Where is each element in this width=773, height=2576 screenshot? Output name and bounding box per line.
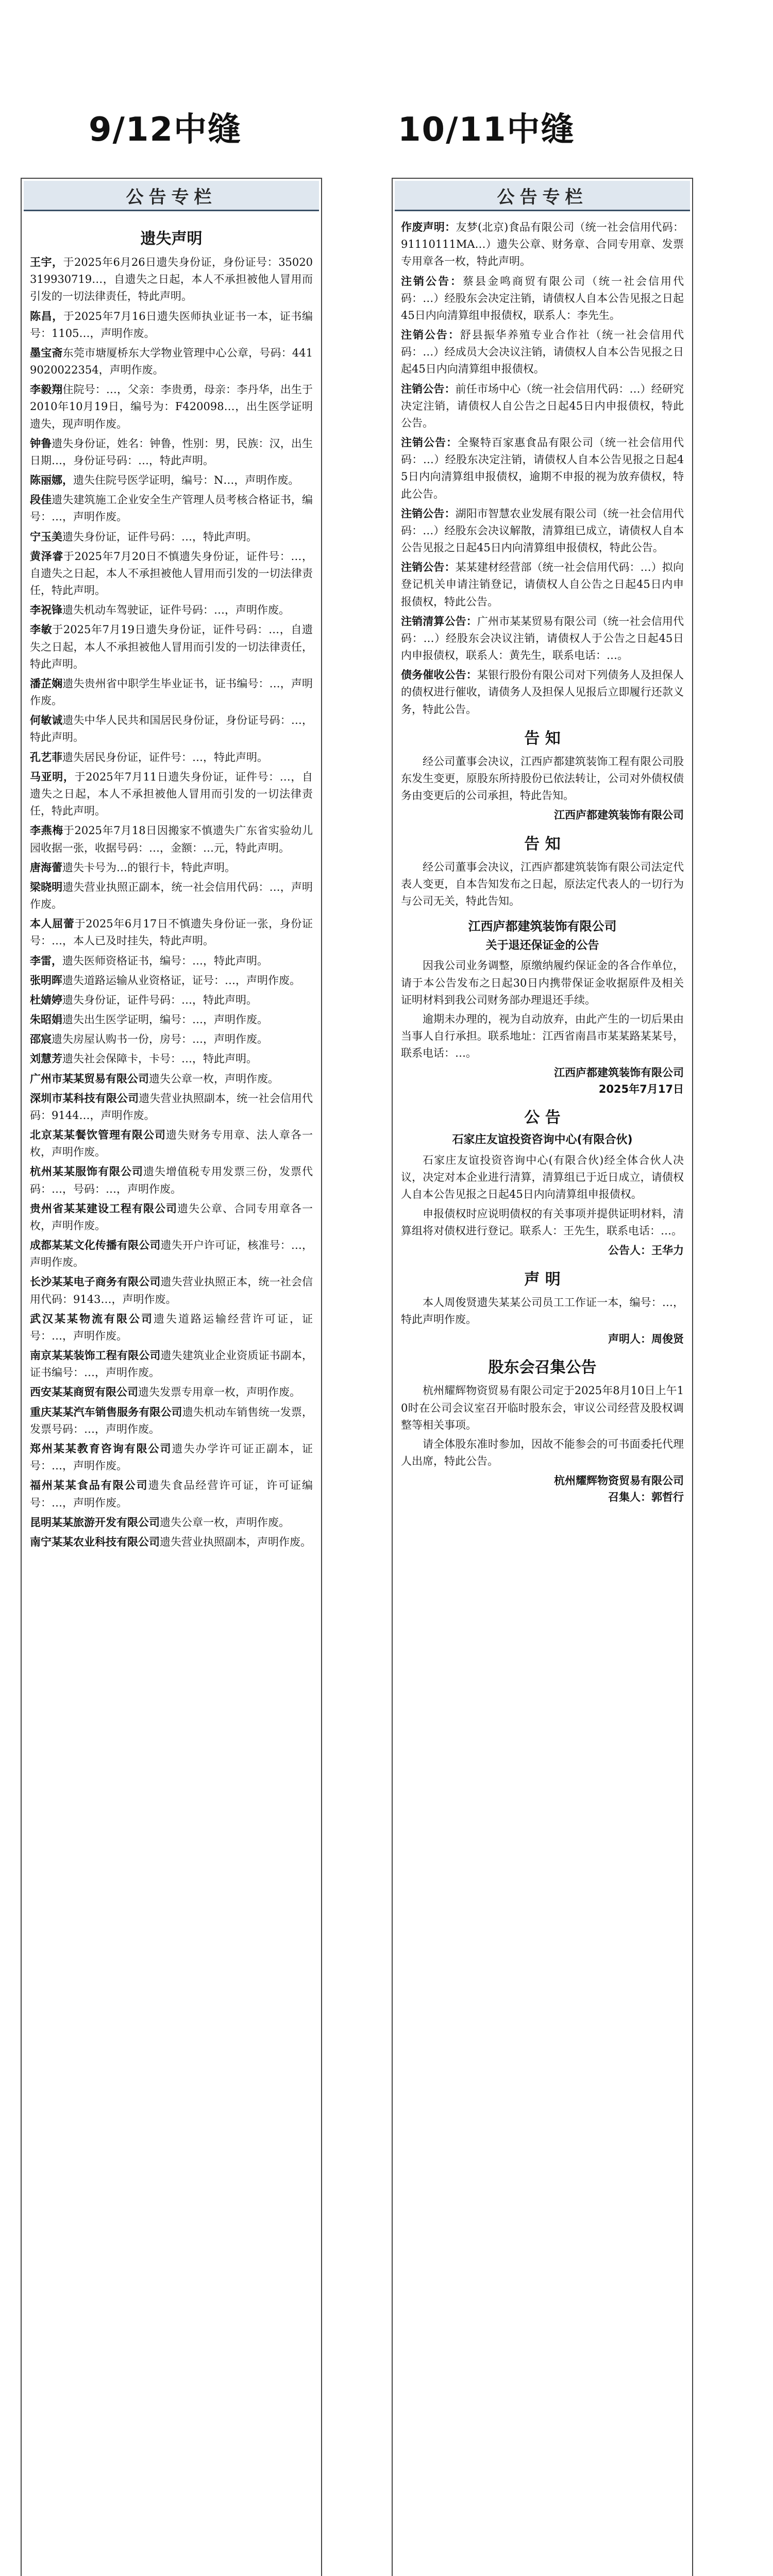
notice-lead: 李燕梅 bbox=[30, 824, 63, 837]
notice-title-1: 告 知 bbox=[524, 729, 561, 748]
notice-lead: 注销清算公告： bbox=[401, 614, 477, 628]
left-column bbox=[21, 178, 322, 2576]
notice-item bbox=[30, 601, 313, 619]
notice-text: 广州市某某贸易有限公司（统一社会信用代码：…）经股东会决议注销，请债权人于公告之日起45日内申报债权，联系人：黄先生，联系电话：…。 bbox=[401, 615, 684, 662]
notice-lead: 注销公告： bbox=[401, 561, 456, 574]
notice-item bbox=[30, 1090, 313, 1124]
notice-item bbox=[30, 621, 313, 673]
notice-lead: 何敏诚 bbox=[30, 714, 63, 727]
notice-item bbox=[30, 859, 313, 876]
notice-text: 遗失中华人民共和国居民身份证，身份证号码：…，特此声明。 bbox=[30, 714, 313, 744]
notice-lead: 注销公告： bbox=[401, 506, 456, 520]
notice-lead: 李敏 bbox=[30, 623, 53, 636]
notice-item bbox=[30, 548, 313, 600]
notice-item bbox=[401, 326, 684, 378]
notice-text: 遗失营业执照副本，统一社会信用代码：9144…，声明作废。 bbox=[30, 1092, 313, 1122]
notice-text: 蔡县金鸣商贸有限公司（统一社会信用代码：…）经股东会决定注销，请债权人自本公告见报之日起45日内向清算组申报债权，联系人：李先生。 bbox=[401, 275, 684, 321]
notice-lead: 黄泽睿 bbox=[30, 549, 63, 563]
notice-item bbox=[30, 491, 313, 526]
notice-text: 遗失机动车驾驶证，证件号码：…，声明作废。 bbox=[62, 604, 290, 617]
notice-text: 遗失增值税专用发票三份，发票代码：…，号码：…，声明作废。 bbox=[30, 1165, 313, 1195]
notice-item bbox=[30, 822, 313, 856]
notice-item bbox=[30, 915, 313, 950]
notice-lead: 南京某某装饰工程有限公司 bbox=[30, 1349, 161, 1362]
notice-lead: 成都某某文化传播有限公司 bbox=[30, 1239, 161, 1252]
liquidation-body bbox=[401, 1152, 684, 1240]
notice-text: 于2025年7月16日遗失医师执业证书一本，证书编号：1105…，声明作废。 bbox=[30, 310, 313, 340]
notice-lead: 注销公告： bbox=[401, 436, 458, 449]
notice-lead: 西安某某商贸有限公司 bbox=[30, 1385, 138, 1399]
notice-item bbox=[30, 1163, 313, 1197]
notice-lead: 武汉某某物流有限公司 bbox=[30, 1312, 154, 1325]
left-notice-list bbox=[30, 253, 313, 1551]
notice-text: 遗失营业执照正副本，统一社会信用代码：…，声明作废。 bbox=[30, 880, 313, 911]
notice-lead: 福州某某食品有限公司 bbox=[30, 1479, 148, 1492]
notice-item bbox=[401, 273, 684, 325]
notice-text: 于2025年6月17日不慎遗失身份证一张，身份证号：…，本人已及时挂失，特此声明。 bbox=[30, 918, 313, 947]
notice-lead: 陈丽娜， bbox=[30, 473, 73, 487]
notice-item bbox=[30, 1477, 313, 1511]
notice-text: 遗失卡号为…的银行卡，特此声明。 bbox=[62, 861, 236, 874]
notice-text: 舒县振华养殖专业合作社（统一社会信用代码：…）经成员大会决议注销，请债权人自本公告见报之日起45日内向清算组申报债权。 bbox=[401, 329, 684, 376]
notice-lead: 陈昌， bbox=[30, 309, 63, 323]
notice-lead: 郑州某某教育咨询有限公司 bbox=[30, 1442, 172, 1455]
notice-text: 某某建材经营部（统一社会信用代码：…）拟向登记机关申请注销登记，请债权人自公告之日起45日内申报债权，特此公告。 bbox=[401, 561, 684, 608]
notice-lead: 李毅翔 bbox=[30, 383, 63, 396]
shareholder-paragraph: 杭州耀辉物资贸易有限公司定于2025年8月10日上午10时在公司会议室召开临时股东会，审议公司经营及股权调整等相关事项。 bbox=[401, 1384, 684, 1431]
notice-item bbox=[30, 471, 313, 489]
notice-text: 遗失食品经营许可证，许可证编号：…，声明作废。 bbox=[30, 1479, 313, 1509]
notice-lead: 钟鲁 bbox=[30, 436, 52, 450]
notice-lead: 宁玉美 bbox=[30, 530, 62, 543]
notice-item bbox=[30, 1383, 313, 1401]
notice-text: 某银行股份有限公司对下列债务人及担保人的债权进行催收，请债务人及担保人见报后立即履行还款义务，特此公告。 bbox=[401, 669, 684, 716]
notice-item bbox=[401, 558, 684, 611]
notice-lead: 马亚明， bbox=[30, 770, 75, 783]
notice-item bbox=[30, 1236, 313, 1271]
notice-lead: 张明晖 bbox=[30, 973, 62, 987]
notice-lead: 朱昭娟 bbox=[30, 1013, 62, 1026]
notice-text: 前任市场中心（统一社会信用代码：…）经研究决定注销，请债权人自公告之日起45日内申报债权，特此公告。 bbox=[401, 382, 684, 429]
notice-item bbox=[30, 1126, 313, 1161]
notice-lead: 重庆某某汽车销售服务有限公司 bbox=[30, 1405, 182, 1418]
notice-item bbox=[30, 991, 313, 1009]
notice-item bbox=[401, 666, 684, 718]
notice-item bbox=[30, 675, 313, 709]
right-column-header: 公告专栏 bbox=[395, 181, 690, 211]
notice-item bbox=[30, 344, 313, 379]
liquidation-title: 公 告 bbox=[524, 1109, 561, 1127]
page-title-left: 9/12中缝 bbox=[89, 111, 242, 149]
notice-item bbox=[30, 1050, 313, 1067]
notice-item bbox=[30, 1347, 313, 1381]
notice-lead: 刘慧芳 bbox=[30, 1052, 62, 1065]
notice-item bbox=[401, 434, 684, 503]
notice-text: 遗失财务专用章、法人章各一枚，声明作废。 bbox=[30, 1129, 313, 1159]
notice-text: 于2025年7月11日遗失身份证，证件号：…，自遗失之日起，本人不承担被他人冒用而引发的一切法律责任，特此声明。 bbox=[30, 770, 313, 818]
notice-item bbox=[30, 1070, 313, 1088]
shareholder-paragraph: 请全体股东准时参加，因故不能参会的可书面委托代理人出席，特此公告。 bbox=[401, 1437, 684, 1468]
notice-lead: 邵宸 bbox=[30, 1032, 52, 1046]
notice-item bbox=[30, 952, 313, 970]
refund-sign: 江西庐都建筑装饰有限公司 2025年7月17日 bbox=[554, 1066, 684, 1095]
notice-text-2: 经公司董事会决议，江西庐都建筑装饰有限公司法定代表人变更，自本告知发布之日起，原法定代表人的一切行为与公司无关，特此告知。 bbox=[401, 860, 684, 908]
notice-item bbox=[30, 528, 313, 546]
notice-text: 遗失营业执照副本，声明作废。 bbox=[160, 1535, 311, 1548]
notice-item bbox=[30, 1310, 313, 1345]
notice-item bbox=[30, 749, 313, 766]
notice-text: 遗失公章一枚，声明作废。 bbox=[149, 1072, 279, 1085]
notice-item bbox=[30, 435, 313, 469]
notice-lead: 段佳 bbox=[30, 493, 52, 506]
notice-text: 遗失公章、合同专用章各一枚，声明作废。 bbox=[30, 1202, 313, 1232]
notice-lead: 李雷， bbox=[30, 954, 62, 967]
notice-lead: 孔艺菲 bbox=[30, 750, 62, 764]
notice-item bbox=[30, 1533, 313, 1551]
notice-lead: 债务催收公告： bbox=[401, 668, 477, 682]
notice-text: 遗失道路运输从业资格证，证号：…，声明作废。 bbox=[62, 974, 300, 987]
notice-item bbox=[30, 381, 313, 433]
notice-text: 遗失社会保障卡，卡号：…，特此声明。 bbox=[62, 1053, 257, 1065]
refund-body bbox=[401, 957, 684, 1062]
notice-lead: 长沙某某电子商务有限公司 bbox=[30, 1275, 161, 1289]
liquidation-sign: 公告人：王华力 bbox=[608, 1244, 684, 1257]
notice-text: 遗失发票专用章一枚，声明作废。 bbox=[138, 1386, 300, 1399]
right-column bbox=[392, 178, 693, 2576]
notice-item bbox=[401, 505, 684, 557]
right-notice-list bbox=[401, 218, 684, 718]
notice-item bbox=[30, 1440, 313, 1475]
notice-lead: 作废声明： bbox=[401, 221, 456, 233]
notice-lead: 墨宝斋 bbox=[30, 346, 63, 359]
notice-text: 遗失营业执照正本，统一社会信用代码：9143…，声明作废。 bbox=[30, 1276, 313, 1306]
liquidation-paragraph: 石家庄友谊投资咨询中心(有限合伙)经全体合伙人决议，决定对本企业进行清算，清算组已于近日成立，请债权人自本公告见报之日起45日内向清算组申报债权。 bbox=[401, 1154, 684, 1201]
refund-org: 江西庐都建筑装饰有限公司 bbox=[468, 919, 617, 934]
notice-text: 东莞市塘厦桥东大学物业管理中心公章，号码：4419020022354，声明作废。 bbox=[30, 346, 313, 377]
notice-text: 遗失公章一枚，声明作废。 bbox=[160, 1516, 290, 1529]
notice-lead: 本人屈蕾 bbox=[30, 917, 75, 930]
notice-text: 湖阳市智慧农业发展有限公司（统一社会信用代码：…）经股东会决议解散，清算组已成立，请债权人自本公告见报之日起45日内向清算组申报债权，特此公告。 bbox=[401, 507, 684, 554]
notice-text: 遗失房屋认购书一份，房号：…，声明作废。 bbox=[52, 1033, 268, 1046]
refund-paragraph: 逾期未办理的，视为自动放弃，由此产生的一切后果由当事人自行承担。联系地址：江西省南昌市某某路某某号，联系电话：…。 bbox=[401, 1012, 684, 1060]
notice-title-2: 告 知 bbox=[524, 835, 561, 853]
notice-item bbox=[30, 768, 313, 820]
notice-text: 遗失医师资格证书，编号：…，特此声明。 bbox=[62, 954, 268, 967]
notice-lead: 南宁某某农业科技有限公司 bbox=[30, 1535, 160, 1548]
notice-item bbox=[30, 1273, 313, 1308]
notice-text: 遗失办学许可证正副本，证号：…，声明作废。 bbox=[30, 1443, 313, 1472]
notice-item bbox=[30, 308, 313, 342]
notice-item bbox=[401, 218, 684, 270]
notice-text: 遗失机动车销售统一发票，发票号码：…，声明作废。 bbox=[30, 1405, 313, 1435]
notice-text: 遗失出生医学证明，编号：…，声明作废。 bbox=[62, 1013, 268, 1026]
shareholder-sign: 杭州耀辉物资贸易有限公司 召集人：郭哲行 bbox=[554, 1475, 684, 1503]
right-column-body bbox=[393, 211, 692, 1516]
notice-lead: 杜婧婷 bbox=[30, 993, 62, 1006]
notice-text-1: 经公司董事会决议，江西庐都建筑装饰工程有限公司股东发生变更，原股东所持股份已依法转让，公司对外债权债务由变更后的公司承担，特此告知。 bbox=[401, 755, 684, 802]
statement-title: 声 明 bbox=[524, 1270, 561, 1289]
shareholder-body bbox=[401, 1382, 684, 1470]
notice-text: 遗失住院号医学证明，编号：N…，声明作废。 bbox=[73, 474, 299, 487]
notice-lead: 深圳市某科技有限公司 bbox=[30, 1091, 139, 1105]
notice-item bbox=[401, 380, 684, 432]
notice-lead: 注销公告： bbox=[401, 274, 463, 287]
notice-text: 遗失建筑业企业资质证书副本，证书编号：…，声明作废。 bbox=[30, 1349, 313, 1379]
notice-text: 住院号：…，父亲：李贵勇，母亲：李丹华，出生于2010年10月19日，编号为：F420098…，出生医学证明遗失，现声明作废。 bbox=[30, 383, 313, 430]
shareholder-title: 股东会召集公告 bbox=[488, 1359, 597, 1377]
notice-org-1: 江西庐都建筑装饰有限公司 bbox=[554, 809, 684, 822]
notice-text: 遗失开户许可证，核准号：…，声明作废。 bbox=[30, 1239, 313, 1269]
left-section-title: 遗失声明 bbox=[140, 230, 203, 248]
notice-item bbox=[30, 711, 313, 746]
notice-text: 全聚特百家惠食品有限公司（统一社会信用代码：…）经股东决定注销，请债权人自本公告见报之日起45日内向清算组申报债权，逾期不申报的视为放弃债权，特此公告。 bbox=[401, 436, 684, 500]
notice-item bbox=[30, 972, 313, 989]
notice-lead: 潘芷娴 bbox=[30, 676, 63, 690]
notice-text: 友梦(北京)食品有限公司（统一社会信用代码：91110111MA…）遗失公章、财务章、合同专用章、发票专用章各一枚，特此声明。 bbox=[401, 221, 684, 268]
notice-text: 于2025年7月19日遗失身份证，证件号码：…，自遗失之日起，本人不承担被他人冒用而引发的一切法律责任，特此声明。 bbox=[30, 623, 313, 670]
notice-lead: 注销公告： bbox=[401, 382, 456, 395]
notice-item bbox=[30, 1200, 313, 1234]
refund-paragraph: 因我公司业务调整，原缴纳履约保证金的各合作单位，请于本公告发布之日起30日内携带保证金收据原件及相关证明材料到我公司财务部办理退还手续。 bbox=[401, 959, 684, 1006]
notice-item bbox=[30, 878, 313, 913]
notice-lead: 杭州某某服饰有限公司 bbox=[30, 1165, 143, 1178]
notice-item bbox=[30, 1030, 313, 1048]
liquidation-org: 石家庄友谊投资咨询中心(有限合伙) bbox=[452, 1133, 633, 1147]
notice-text: 于2025年6月26日遗失身份证，身份证号：35020319930719…，自遗失之日起，本人不承担被他人冒用而引发的一切法律责任，特此声明。 bbox=[30, 256, 313, 303]
refund-title: 关于退还保证金的公告 bbox=[485, 939, 599, 952]
notice-text: 遗失贵州省中职学生毕业证书，证书编号：…，声明作废。 bbox=[30, 677, 313, 707]
notice-lead: 昆明某某旅游开发有限公司 bbox=[30, 1515, 160, 1529]
notice-text: 遗失建筑施工企业安全生产管理人员考核合格证书，编号：…，声明作废。 bbox=[30, 494, 313, 523]
notice-lead: 唐海蕾 bbox=[30, 860, 62, 874]
notice-lead: 王宇， bbox=[30, 256, 63, 268]
notice-lead: 注销公告： bbox=[401, 328, 460, 342]
notice-text: 于2025年7月18日因搬家不慎遗失广东省实验幼儿园收据一张，收据号码：…，金额：…元，特此声明。 bbox=[30, 824, 313, 854]
left-column-body bbox=[22, 211, 321, 1558]
notice-item bbox=[30, 1514, 313, 1531]
notice-lead: 北京某某餐饮管理有限公司 bbox=[30, 1128, 166, 1142]
notice-text: 遗失道路运输经营许可证，证号：…，声明作废。 bbox=[30, 1312, 313, 1342]
notice-item bbox=[30, 1011, 313, 1028]
notice-text: 遗失居民身份证，证件号：…，特此声明。 bbox=[62, 751, 268, 764]
notice-text: 遗失身份证，证件号码：…，特此声明。 bbox=[62, 530, 257, 543]
page-title-right: 10/11中缝 bbox=[398, 111, 575, 149]
notice-lead: 李祝锋 bbox=[30, 603, 62, 617]
left-column-header: 公告专栏 bbox=[24, 181, 319, 211]
liquidation-paragraph: 申报债权时应说明债权的有关事项并提供证明材料，清算组将对债权进行登记。联系人：王先生，联系电话：…。 bbox=[401, 1207, 684, 1237]
notice-lead: 梁晓明 bbox=[30, 880, 63, 893]
statement-sign: 声明人：周俊贤 bbox=[608, 1332, 684, 1345]
notice-text: 遗失身份证，证件号码：…，特此声明。 bbox=[62, 993, 257, 1006]
notice-item bbox=[30, 253, 313, 306]
notice-item bbox=[401, 613, 684, 665]
statement-text: 本人周俊贤遗失某某公司员工工作证一本，编号：…，特此声明作废。 bbox=[401, 1296, 684, 1326]
notice-lead: 贵州省某某建设工程有限公司 bbox=[30, 1201, 177, 1215]
notice-text: 遗失身份证，姓名：钟鲁，性别：男，民族：汉，出生日期…，身份证号码：…，特此声明。 bbox=[30, 437, 313, 467]
notice-lead: 广州市某某贸易有限公司 bbox=[30, 1072, 149, 1085]
notice-text: 于2025年7月20日不慎遗失身份证，证件号：…，自遗失之日起，本人不承担被他人冒用而引发的一切法律责任，特此声明。 bbox=[30, 550, 313, 597]
notice-item bbox=[30, 1403, 313, 1438]
